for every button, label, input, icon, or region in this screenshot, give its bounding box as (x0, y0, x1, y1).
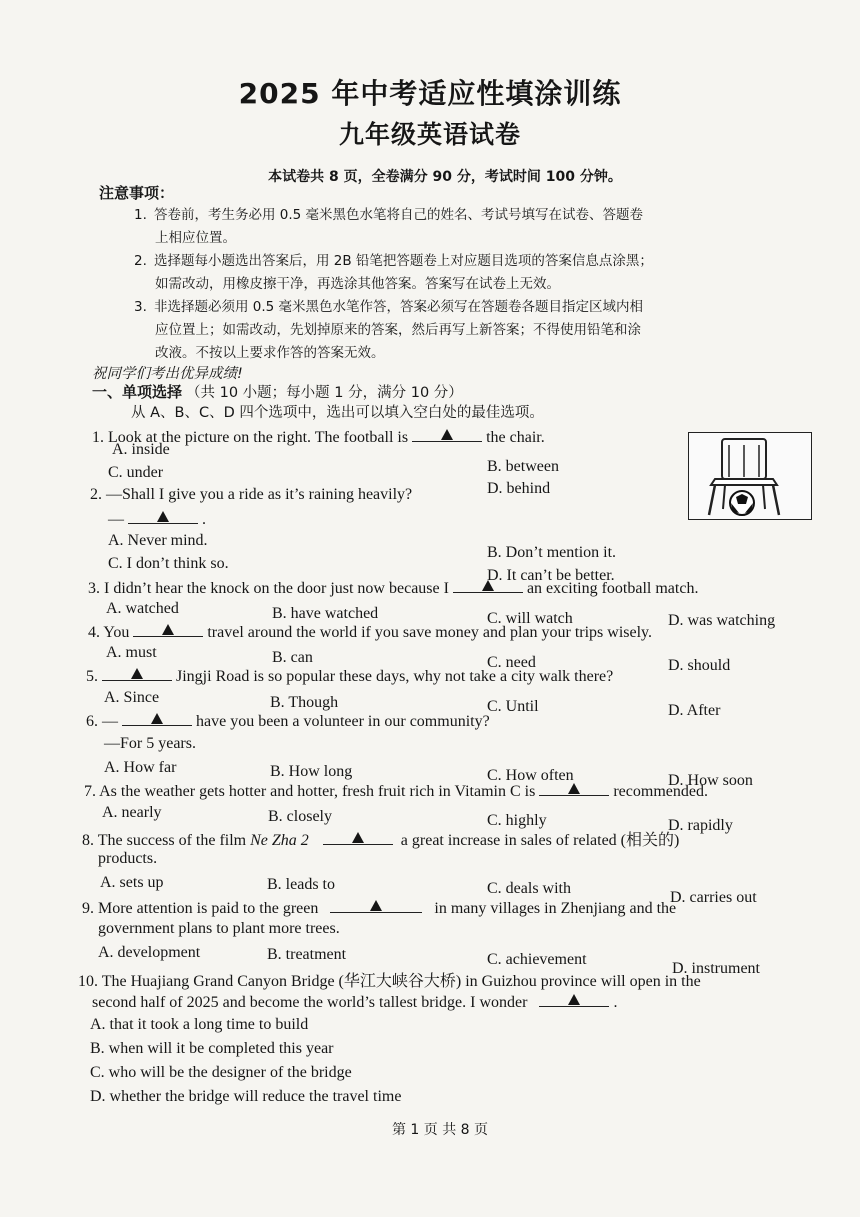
question-9 (82, 898, 676, 918)
question-text-end: have you been a volunteer in our community? (196, 713, 490, 730)
triangle-icon (162, 624, 174, 635)
option-a[interactable]: A. Never mind. (108, 532, 208, 549)
answer-blank (330, 898, 422, 913)
question-text: 6. — (86, 713, 118, 730)
option-c[interactable]: C. Until (487, 698, 539, 715)
answer-blank (412, 427, 482, 442)
question-text-end: Jingji Road is so popular these days, why not take a city walk there? (176, 668, 614, 685)
option-a[interactable]: A. How far (104, 759, 177, 776)
question-6-reply: —For 5 years. (104, 735, 196, 752)
question-text: 4. You (88, 624, 130, 641)
question-8 (82, 827, 679, 850)
option-b[interactable]: B. leads to (267, 876, 335, 893)
question-text: 5. (86, 668, 98, 685)
answer-blank (128, 509, 198, 524)
answer-blank (122, 711, 192, 726)
question-text-end: recommended. (613, 783, 708, 800)
triangle-icon (151, 713, 163, 724)
triangle-icon (352, 832, 364, 843)
note-item-2-cont: 如需改动，用橡皮擦干净，再选涂其他答案。答案写在试卷上无效。 (155, 276, 560, 292)
wish-text: 祝同学们考出优异成绩! (92, 366, 243, 382)
question-9-cont: government plans to plant more trees. (98, 920, 340, 937)
option-b[interactable]: B. closely (268, 808, 332, 825)
option-d[interactable]: D. After (668, 702, 721, 719)
option-d[interactable]: D. whether the bridge will reduce the travel time (90, 1088, 402, 1105)
triangle-icon (157, 511, 169, 522)
dash: — (108, 511, 124, 528)
option-c[interactable]: C. under (108, 464, 164, 481)
option-b[interactable]: B. How long (270, 763, 353, 780)
page-footer: 第 1 页 共 8 页 (391, 1122, 489, 1138)
triangle-icon (131, 668, 143, 679)
answer-blank (133, 622, 203, 637)
note-num: 2. (134, 253, 147, 269)
question-7 (84, 781, 708, 801)
question-2: 2. —Shall I give you a ride as it’s raining heavily? (90, 486, 413, 503)
option-b[interactable]: B. Don’t mention it. (487, 544, 617, 561)
option-d[interactable]: D. instrument (672, 960, 760, 977)
triangle-icon (370, 900, 382, 911)
question-text-end: the chair. (486, 429, 545, 446)
triangle-icon (482, 580, 494, 591)
note-text: 选择题每小题选出答案后，用 2B 铅笔把答题卷上对应题目选项的答案信息点涂黑； (154, 253, 653, 269)
note-item-3-cont: 应位置上；如需改动，先划掉原来的答案，然后再写上新答案；不得使用铅笔和涂 (155, 322, 641, 338)
note-num: 1. (134, 207, 147, 223)
chair-picture (688, 432, 812, 520)
option-a[interactable]: A. development (98, 944, 201, 961)
option-a[interactable]: A. nearly (102, 804, 162, 821)
option-b[interactable]: B. can (272, 649, 313, 666)
option-b[interactable]: B. between (487, 458, 559, 475)
option-d[interactable]: D. was watching (668, 612, 776, 629)
question-text: 3. I didn’t hear the knock on the door just now because I (88, 580, 449, 597)
option-d[interactable]: D. should (668, 657, 731, 674)
answer-blank (323, 830, 393, 845)
exam-title: 2025 年中考适应性填涂训练 (238, 77, 622, 110)
option-a[interactable]: A. that it took a long time to build (90, 1016, 309, 1033)
triangle-icon (568, 994, 580, 1005)
notes-heading: 注意事项： (99, 184, 175, 202)
question-8-cont: products. (98, 850, 158, 867)
option-b[interactable]: B. treatment (267, 946, 347, 963)
option-a[interactable]: A. Since (104, 689, 160, 706)
question-text-end: an exciting football match. (526, 580, 699, 597)
answer-blank (102, 666, 172, 681)
question-2-reply (108, 509, 206, 529)
note-item-1-cont: 上相应位置。 (155, 230, 236, 246)
period: . (202, 511, 206, 528)
answer-blank (539, 781, 609, 796)
option-c[interactable]: C. highly (487, 812, 547, 829)
exam-subtitle: 九年级英语试卷 (338, 120, 521, 149)
question-6 (86, 711, 490, 731)
question-text: 8. The success of the film (82, 832, 247, 849)
option-a[interactable]: A. inside (112, 441, 170, 458)
answer-blank (453, 578, 523, 593)
triangle-icon (441, 429, 453, 440)
question-4 (88, 622, 652, 642)
option-c[interactable]: C. need (487, 654, 536, 671)
section-header (92, 381, 463, 402)
note-num: 3. (134, 299, 147, 315)
question-5 (86, 666, 613, 686)
film-title: Ne Zha 2 (250, 832, 309, 849)
option-a[interactable]: A. must (106, 644, 157, 661)
option-c[interactable]: C. achievement (487, 951, 587, 968)
exam-info: 本试卷共 8 页，全卷满分 90 分，考试时间 100 分钟。 (268, 169, 622, 185)
question-text: second half of 2025 and become the world’s tallest bridge. I wonder (92, 994, 528, 1011)
option-d[interactable]: D. How soon (668, 772, 753, 789)
note-item-1 (134, 204, 643, 227)
question-text: 7. As the weather gets hotter and hotter, fresh fruit rich in Vitamin C is (84, 783, 536, 800)
question-text-end: in many villages in Zhenjiang and the (434, 900, 677, 917)
note-item-3 (134, 296, 643, 319)
chair-with-football-icon (689, 433, 811, 519)
option-d[interactable]: D. It can’t be better. (487, 567, 615, 584)
period: . (613, 994, 618, 1011)
question-3 (88, 578, 698, 598)
option-d[interactable]: D. rapidly (668, 817, 733, 834)
section-detail: （共 10 小题；每小题 1 分，满分 10 分） (186, 385, 463, 401)
note-item-2 (134, 250, 653, 273)
section-instruction: 从 A、B、C、D 四个选项中，选出可以填入空白处的最佳选项。 (131, 405, 544, 421)
section-title: 一、单项选择 (92, 383, 183, 401)
option-c[interactable]: C. How often (487, 767, 574, 784)
question-text-end: a great increase in sales of related (相关的) (400, 832, 680, 849)
option-c[interactable]: C. deals with (487, 880, 571, 897)
question-10-cont (92, 992, 617, 1012)
note-text: 答卷前，考生务必用 0.5 毫米黑色水笔将自己的姓名、考试号填写在试卷、答题卷 (154, 207, 644, 223)
question-text: 9. More attention is paid to the green (82, 900, 319, 917)
option-c[interactable]: C. will watch (487, 610, 573, 627)
option-a[interactable]: A. watched (106, 600, 179, 617)
option-c[interactable]: C. who will be the designer of the bridge (90, 1064, 352, 1081)
question-10: 10. The Huajiang Grand Canyon Bridge (华江大峡谷大桥) in Guizhou province will open in the (78, 973, 701, 990)
note-text: 非选择题必须用 0.5 毫米黑色水笔作答，答案必须写在答题卷各题目指定区域内相 (154, 299, 644, 315)
question-text-end: travel around the world if you save money and plan your trips wisely. (207, 624, 652, 641)
option-d[interactable]: D. carries out (670, 889, 757, 906)
answer-blank (539, 992, 609, 1007)
option-b[interactable]: B. have watched (272, 605, 379, 622)
option-b[interactable]: B. when will it be completed this year (90, 1040, 334, 1057)
triangle-icon (568, 783, 580, 794)
option-b[interactable]: B. Though (270, 694, 339, 711)
question-text: 1. Look at the picture on the right. The football is (92, 429, 409, 446)
option-c[interactable]: C. I don’t think so. (108, 555, 229, 572)
option-a[interactable]: A. sets up (100, 874, 164, 891)
option-d[interactable]: D. behind (487, 480, 551, 497)
note-item-3-cont2: 改液。不按以上要求作答的答案无效。 (155, 345, 385, 361)
